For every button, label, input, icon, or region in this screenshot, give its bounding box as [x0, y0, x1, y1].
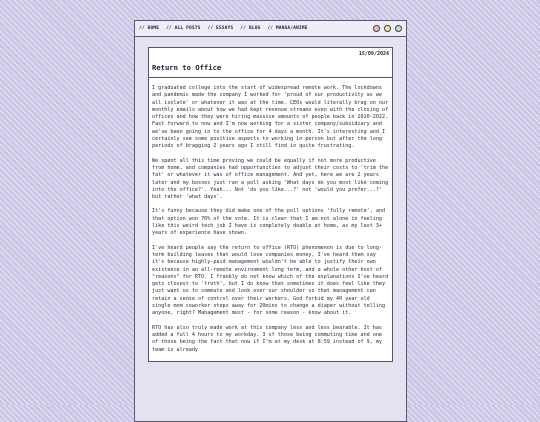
top-nav	[139, 26, 373, 31]
nav-blog-link[interactable]: // BLOG	[240, 26, 261, 31]
browser-window	[134, 20, 407, 422]
close-dot-icon[interactable]	[373, 25, 380, 32]
post-paragraph: It's funny because they did make one of the poll options 'fully remote', and that option won 70% of the vote. It is clear that I am not alone in feeling like this weird tech job I have is completely doable at home, as my last 3+ years of experience have shown.	[152, 208, 386, 237]
nav-all-posts-link[interactable]: // ALL POSTS	[166, 26, 201, 31]
post-paragraph: I've heard people say the return to office (RTO) phenomenon is due to long-term building leases that would lose companies money, I've heard them say it's because highly-paid management wouldn't be able to justify their own existence in an all-remote environment long term, and a whole other host of "reasons" for RTO. I frankly do not know which of the explanations I've heard gets closest to 'truth', but I do know that sometimes it does feel like they just want us to commute and look over our shoulder so that management can retain a sense of control over their workers. God forbid my 40 year old single mom coworker steps away for 20mins to change a diaper without telling anyone, right? Management must - for some reason - know about it.	[152, 244, 389, 317]
post-paragraph: RTO has also truly made work at this company less and less bearable. It has added a full 4 hours to my workday. 3 of those being commuting time and one of those being the fact that now if I'm at my desk at 8:59 instead of 9, my team is already	[152, 324, 383, 353]
post-paragraph: I graduated college into the start of widespread remote work. The lockdowns and pandemic made the company I worked for 'proud of our productivity as we all isolate' or whatever it was at the time. CEOs would literally brag on our monthly emails about how we had kept revenue streams even with the closing of offices and how they were hiring massive amounts of people back in 2020-2022. Fast forward to now and I'm now working for a sister company/subsidiary and we've been going in to the office for 4 days a month. It's interesting and I certainly see some positive aspects to working in person but after the long periods of bragging 2 years ago I still find in quite frustrating.	[152, 85, 389, 150]
post-date: 15/09/2024	[358, 51, 389, 57]
page-content[interactable]	[135, 37, 406, 421]
window-titlebar	[135, 21, 406, 37]
window-controls	[373, 25, 402, 32]
post-body	[149, 78, 392, 354]
post-title: Return to Office	[152, 63, 222, 72]
maximize-dot-icon[interactable]	[395, 25, 402, 32]
post-paragraph: We spent all this time proving we could be equally if not more productive from home, and companies had opportunities to adjust their costs to 'trim the fat' or whatever it was of office management. And yet, here we are 2 years later and my bosses just ran a poll asking 'What days do you most like coming into the office?'. Yeah... Not 'do you like...?' not 'would you prefer...?' but rather 'what days'.	[152, 157, 389, 201]
post-header	[149, 48, 392, 78]
nav-essays-link[interactable]: // ESSAYS	[207, 26, 234, 31]
minimize-dot-icon[interactable]	[384, 25, 391, 32]
nav-manga-anime-link[interactable]: // MANGA/ANIME	[267, 26, 308, 31]
nav-home-link[interactable]: // HOME	[139, 26, 160, 31]
post-card	[148, 47, 393, 362]
